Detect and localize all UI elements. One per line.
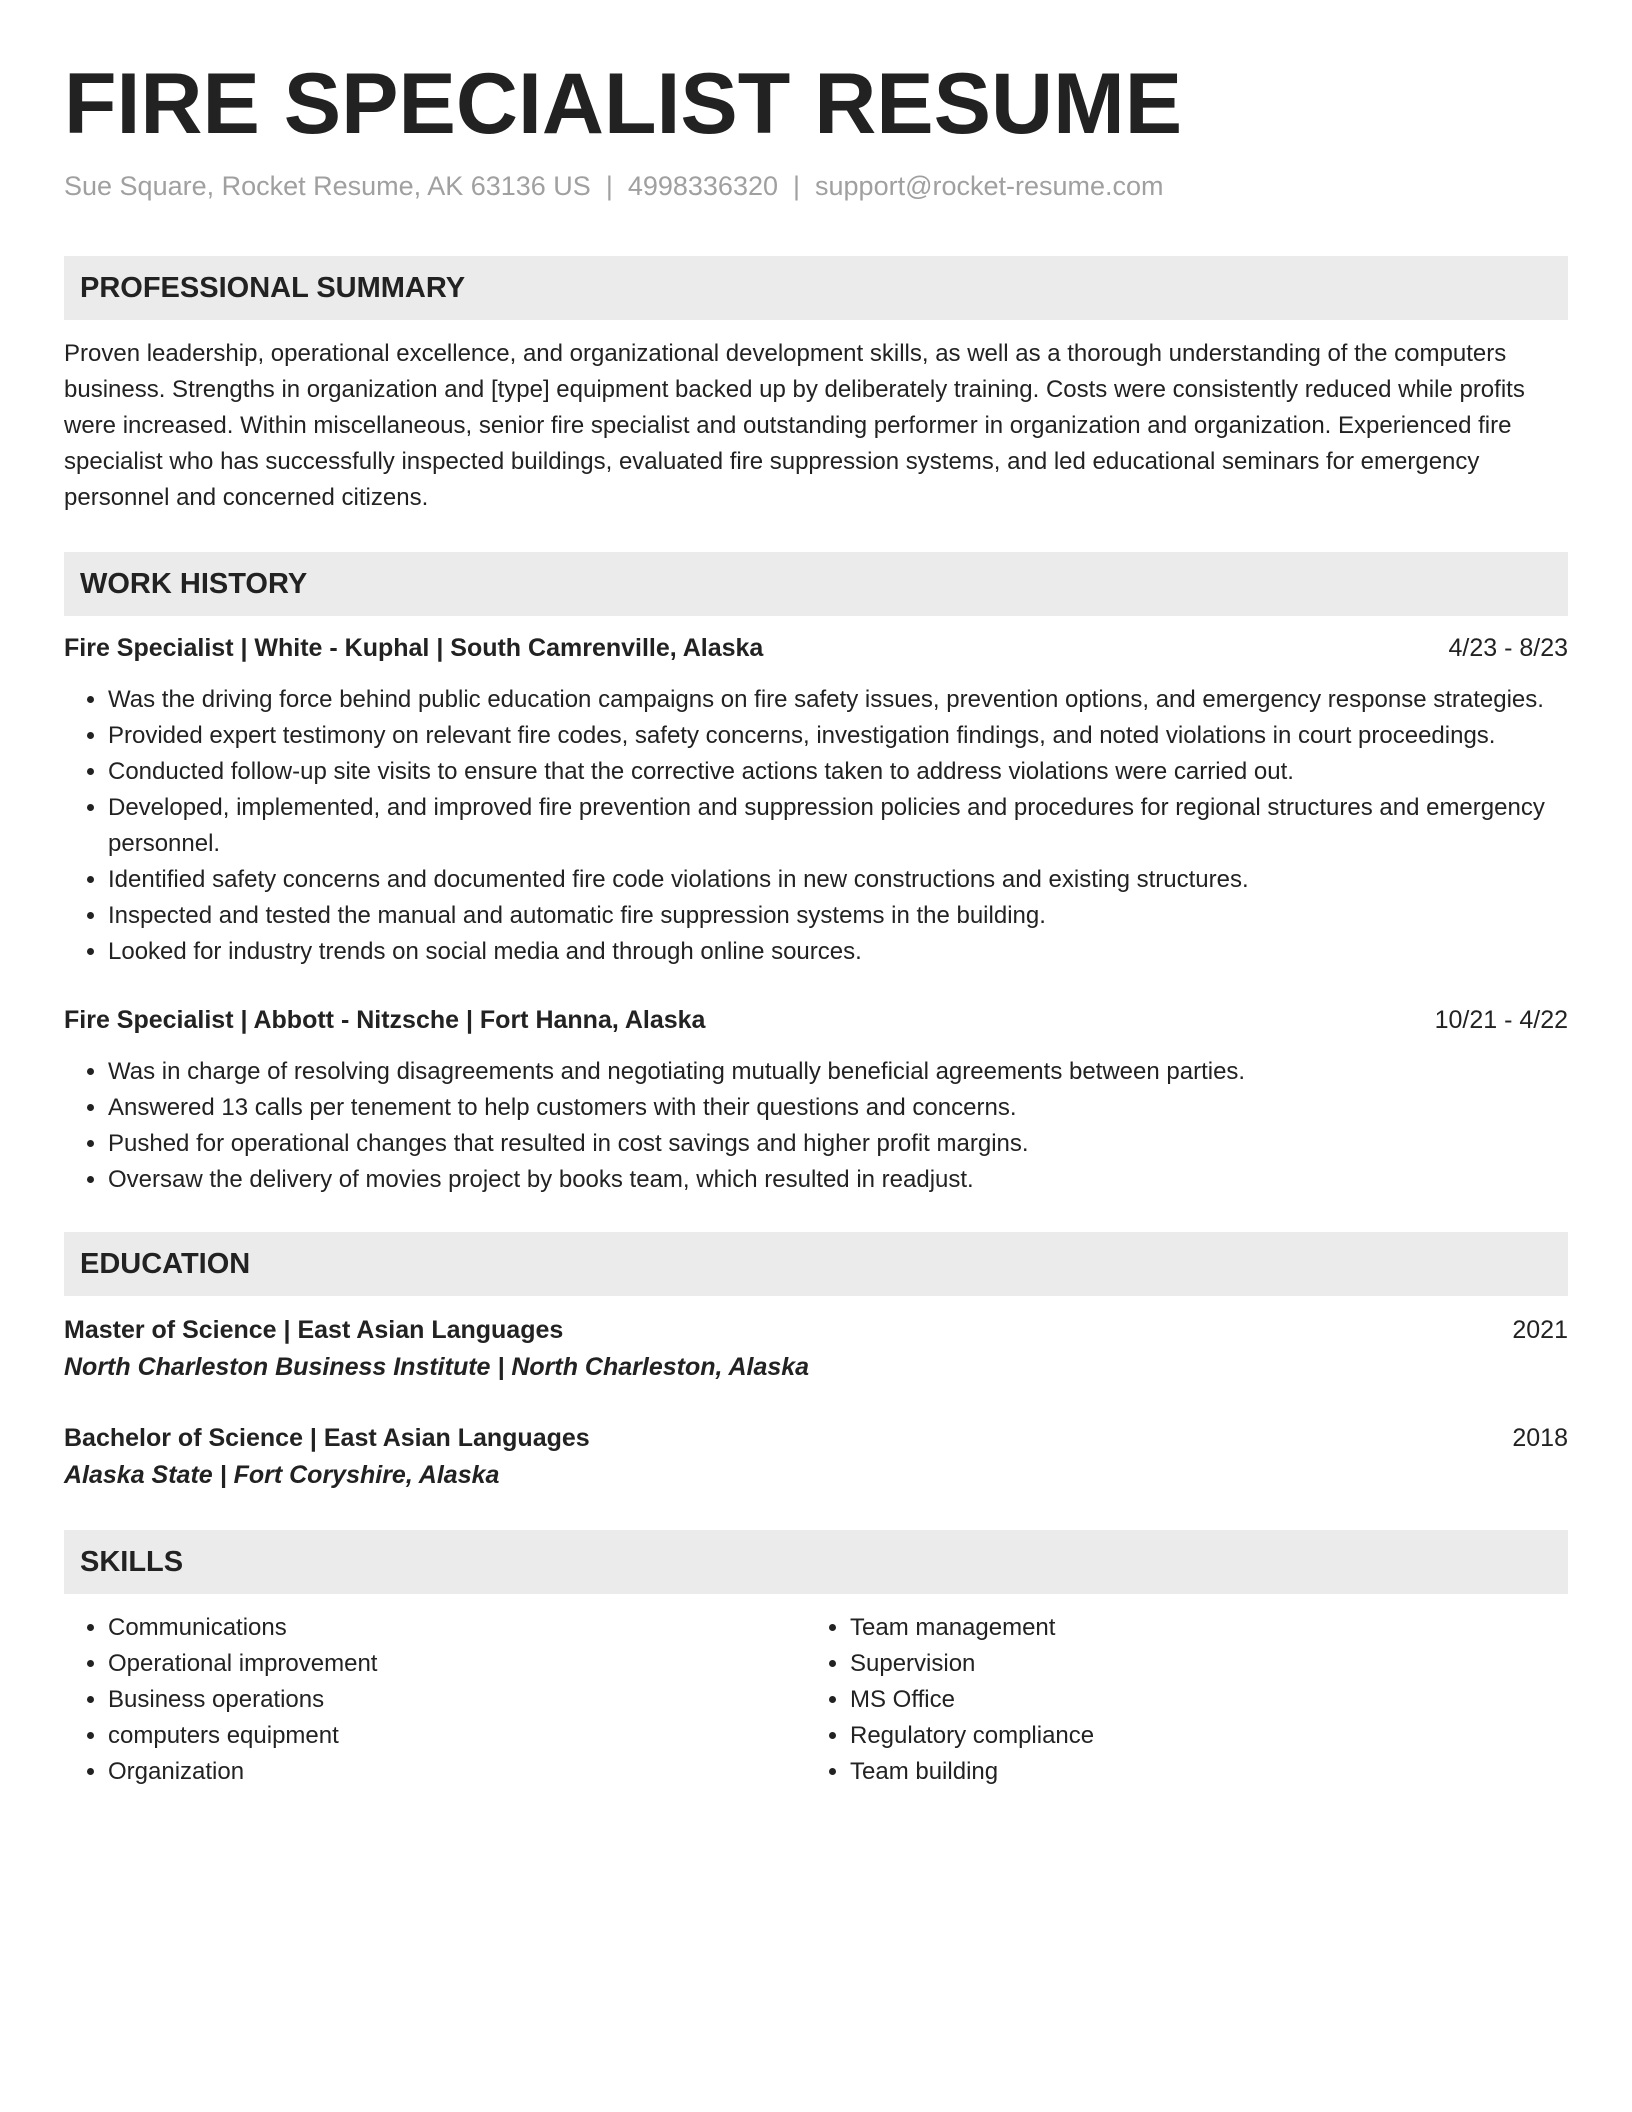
list-item: • Conducted follow-up site visits to ensure that the corrective actions taken to address violations were carried out. — [108, 754, 1568, 790]
list-item: • Pushed for operational changes that resulted in cost savings and higher profit margins. — [108, 1126, 1568, 1162]
graduation-year: 2021 — [1512, 1316, 1568, 1344]
job-title: Fire Specialist | White - Kuphal | South Camrenville, Alaska — [64, 634, 764, 662]
job-header — [64, 630, 1568, 666]
job-dates: 4/23 - 8/23 — [1448, 634, 1568, 662]
education-entry — [64, 1420, 1568, 1494]
contact-email: support@rocket-resume.com — [815, 171, 1164, 201]
skills-list — [64, 1610, 1568, 1790]
list-item: • Provided expert testimony on relevant fire codes, safety concerns, investigation findings, and noted violations in court proceedings. — [108, 718, 1568, 754]
job-header — [64, 1002, 1568, 1038]
contact-separator: | — [605, 171, 613, 201]
school: Alaska State | Fort Coryshire, Alaska — [64, 1461, 500, 1489]
skill-item: • Communications — [108, 1610, 806, 1646]
degree: Master of Science | East Asian Languages — [64, 1316, 564, 1344]
section-heading-summary: PROFESSIONAL SUMMARY — [64, 256, 1568, 320]
skill-item: • Operational improvement — [108, 1646, 806, 1682]
contact-phone: 4998336320 — [627, 171, 778, 201]
skill-item: • Team management — [850, 1610, 1548, 1646]
section-heading-work-history: WORK HISTORY — [64, 552, 1568, 616]
school: North Charleston Business Institute | North Charleston, Alaska — [64, 1353, 810, 1381]
contact-line — [64, 168, 1568, 204]
list-item: • Was in charge of resolving disagreements and negotiating mutually beneficial agreements between parties. — [108, 1054, 1568, 1090]
summary-text: Proven leadership, operational excellence, and organizational development skills, as well as a thorough understanding of the computers business. Strengths in organization and [type] equipment backed up by deliberately training. Costs were consistently reduced while profits were increased. Within miscellaneous, senior fire specialist and outstanding performer in organization and organization. Experienced fire specialist who has successfully inspected buildings, evaluated fire suppression systems, and led educational seminars for emergency personnel and concerned citizens. — [64, 340, 1525, 511]
skills-column-right — [806, 1610, 1548, 1790]
list-item: • Identified safety concerns and documented fire code violations in new constructions and existing structures. — [108, 862, 1568, 898]
job-bullets — [64, 1054, 1568, 1198]
job-bullets — [64, 682, 1568, 970]
education-entry — [64, 1312, 1568, 1386]
list-item: • Developed, implemented, and improved fire prevention and suppression policies and procedures for regional structures and emergency personnel. — [108, 790, 1568, 862]
job-entry — [64, 630, 1568, 970]
list-item: • Inspected and tested the manual and automatic fire suppression systems in the building. — [108, 898, 1568, 934]
education-header — [64, 1420, 1568, 1456]
skill-item: • Business operations — [108, 1682, 806, 1718]
contact-address: Sue Square, Rocket Resume, AK 63136 US — [64, 171, 591, 201]
skill-item: • Supervision — [850, 1646, 1548, 1682]
job-dates: 10/21 - 4/22 — [1434, 1006, 1568, 1034]
skill-item: • Team building — [850, 1754, 1548, 1790]
resume-page — [64, 54, 1568, 1790]
list-item: • Answered 13 calls per tenement to help customers with their questions and concerns. — [108, 1090, 1568, 1126]
skill-item: • Regulatory compliance — [850, 1718, 1548, 1754]
resume-title: FIRE SPECIALIST RESUME — [64, 56, 1183, 152]
degree: Bachelor of Science | East Asian Languages — [64, 1424, 590, 1452]
graduation-year: 2018 — [1512, 1424, 1568, 1452]
job-title: Fire Specialist | Abbott - Nitzsche | Fort Hanna, Alaska — [64, 1006, 706, 1034]
skills-column-left — [64, 1610, 806, 1790]
list-item: • Oversaw the delivery of movies project by books team, which resulted in readjust. — [108, 1162, 1568, 1198]
section-heading-skills: SKILLS — [64, 1530, 1568, 1594]
skill-item: • Organization — [108, 1754, 806, 1790]
skill-item: • computers equipment — [108, 1718, 806, 1754]
skill-item: • MS Office — [850, 1682, 1548, 1718]
job-entry — [64, 1002, 1568, 1198]
education-header — [64, 1312, 1568, 1348]
contact-separator: | — [793, 171, 801, 201]
section-heading-education: EDUCATION — [64, 1232, 1568, 1296]
list-item: • Looked for industry trends on social media and through online sources. — [108, 934, 1568, 970]
list-item: • Was the driving force behind public education campaigns on fire safety issues, prevention options, and emergency response strategies. — [108, 682, 1568, 718]
